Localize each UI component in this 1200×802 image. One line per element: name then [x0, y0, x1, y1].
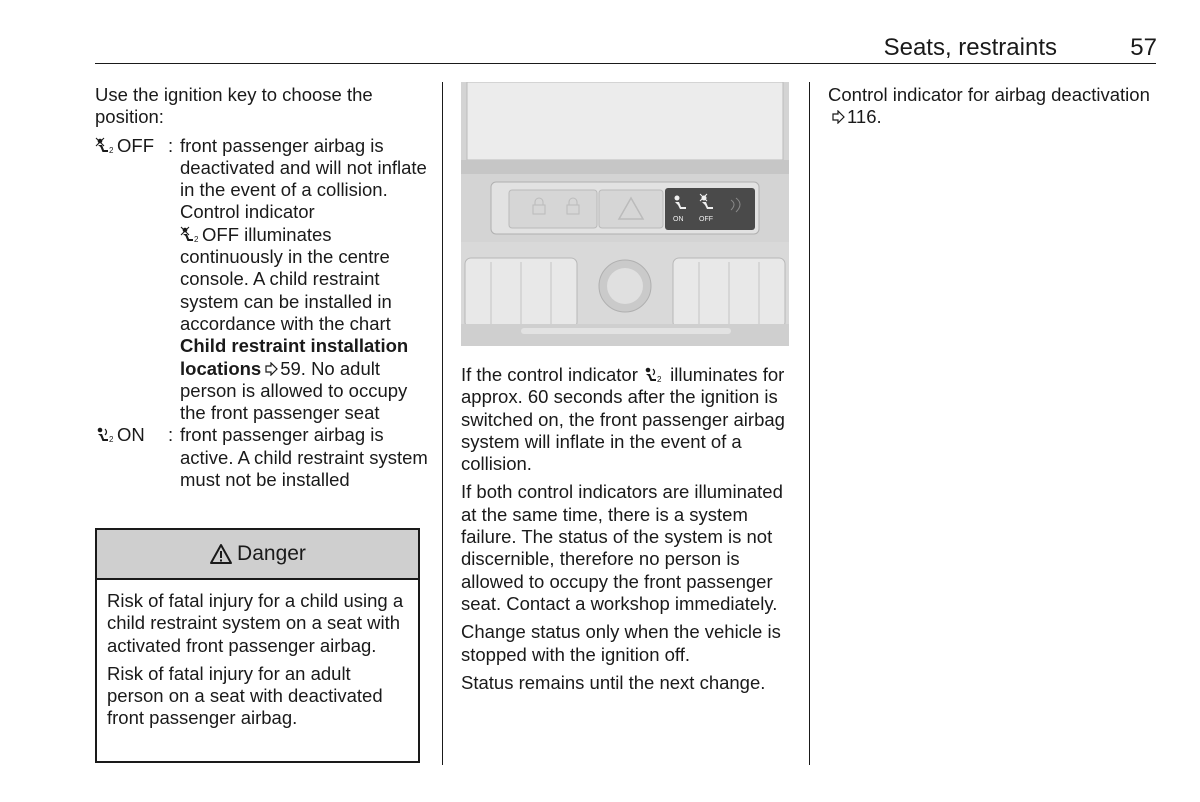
airbag-on-icon — [95, 426, 117, 444]
svg-text:2: 2 — [109, 145, 114, 155]
def-on-term — [95, 424, 168, 491]
off-text-1: front passenger airbag is deactivated and will not inflate in the event of a collision. Control indicator — [180, 134, 427, 223]
column-1 — [95, 84, 430, 491]
col3-period: . — [876, 106, 882, 128]
danger-title: Danger — [237, 542, 306, 565]
photo-on-label: ON — [673, 216, 684, 223]
column-2 — [461, 364, 791, 700]
col2-para-1b: illuminates for approx. 60 seconds after the ignition is switched on, the front passenger airbag system will inflate in the event of a collision. — [461, 364, 785, 475]
def-on-term-text: ON — [117, 424, 145, 446]
col3-text: Control indicator for airbag deactivation — [828, 84, 1150, 105]
column-divider-2 — [809, 82, 810, 765]
page-number: 57 — [1130, 34, 1157, 61]
off-inline: OFF — [202, 223, 239, 245]
column-divider-1 — [442, 82, 443, 765]
svg-text:2: 2 — [194, 234, 199, 244]
airbag-off-icon — [95, 137, 117, 155]
photo-off-label: OFF — [699, 216, 713, 223]
centre-console-photo — [461, 82, 789, 346]
section-title: Seats, restraints — [883, 34, 1057, 61]
page-reference-icon — [264, 362, 278, 376]
def-off — [95, 135, 430, 425]
col2-para-4: Status remains until the next change. — [461, 671, 766, 693]
off-ref[interactable]: 59 — [280, 357, 301, 379]
col3-ref[interactable]: 116 — [847, 106, 877, 128]
col2-para-1a: If the control indicator — [461, 364, 638, 385]
airbag-on-icon — [643, 366, 665, 384]
def-off-term-text: OFF — [117, 134, 154, 156]
chart-title-link[interactable]: Child restraint installation locations — [180, 335, 409, 379]
off-text-3: . No adult person is allowed to occupy the front passenger seat — [180, 357, 408, 424]
def-off-text — [180, 135, 430, 425]
def-colon: : — [168, 424, 174, 446]
danger-para-1: Risk of fatal injury for a child using a child restraint system on a seat with activated front passenger airbag. — [107, 590, 404, 656]
danger-box — [95, 528, 420, 763]
centre-console-illustration — [461, 82, 789, 346]
warning-triangle-icon — [209, 543, 233, 565]
column-3 — [828, 84, 1158, 135]
intro-text: Use the ignition key to choose the position: — [95, 84, 373, 128]
def-off-term — [95, 135, 168, 425]
danger-body — [97, 580, 418, 730]
col2-para-3: Change status only when the vehicle is stopped with the ignition off. — [461, 621, 781, 665]
def-on — [95, 424, 430, 491]
col2-para-1 — [461, 364, 791, 475]
danger-header — [97, 530, 418, 580]
airbag-off-icon — [180, 226, 202, 244]
svg-text:2: 2 — [109, 435, 114, 445]
header-rule — [95, 63, 1156, 64]
def-on-text: front passenger airbag is active. A child restraint system must not be installed — [180, 424, 428, 491]
col2-para-2: If both control indicators are illuminated at the same time, there is a system failure. The status of the system is not discernible, therefore no person is allowed to occupy the front passenger seat. Contact a workshop immediately. — [461, 481, 783, 614]
page-reference-icon — [831, 110, 845, 124]
col3-para-1 — [828, 84, 1158, 129]
svg-text:2: 2 — [657, 375, 662, 384]
danger-para-2: Risk of fatal injury for an adult person on a seat with deactivated front passenger airbag. — [107, 662, 383, 729]
def-colon: : — [168, 134, 174, 156]
off-text-2: illuminates continuously in the centre console. A child restraint system can be installed in accordance with the chart — [180, 223, 392, 334]
